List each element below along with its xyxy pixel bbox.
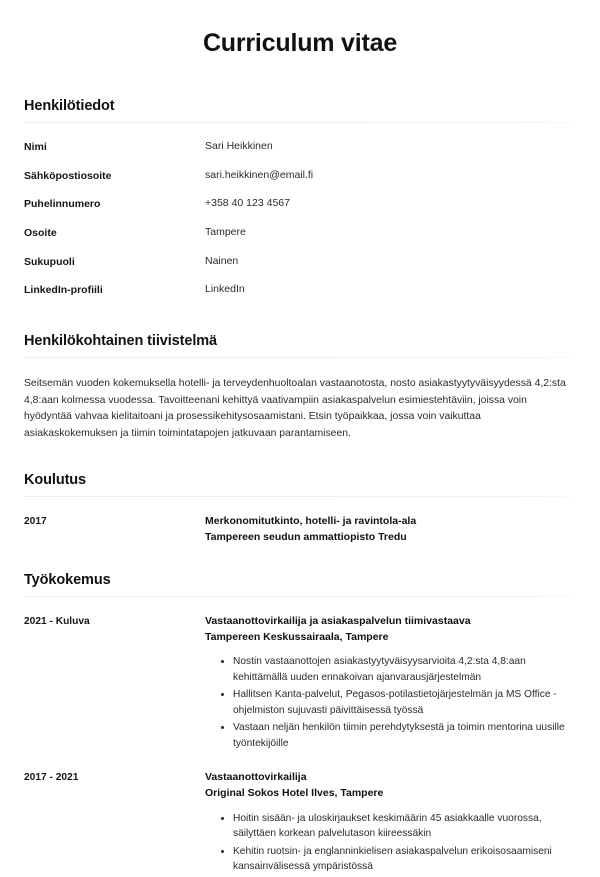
section-divider (24, 122, 576, 123)
entry-title: Merkonomitutkinto, hotelli- ja ravintola-ala (205, 515, 417, 528)
field-label: Puhelinnumero (24, 198, 101, 211)
page-title: Curriculum vitae (202, 29, 398, 57)
list-item (24, 168, 576, 183)
section-heading-experience: Työkokemus (24, 571, 111, 588)
section-divider (24, 357, 576, 358)
entry-organization: Tampereen seudun ammattiopisto Tredu (205, 531, 407, 544)
personal-details-list (24, 139, 576, 298)
list-item (24, 225, 576, 240)
entry-body (205, 770, 576, 877)
entry-organization: Original Sokos Hotel Ilves, Tampere (205, 787, 384, 800)
section-personal-details (24, 97, 576, 298)
field-value: Tampere (205, 226, 246, 239)
entry-bullet-list (205, 811, 576, 875)
entry-body (205, 614, 576, 754)
entry-title: Vastaanottovirkailija (205, 771, 307, 784)
list-item: Hallitsen Kanta-palvelut, Pegasos-potilastietojärjestelmän ja MS Office -ohjelmiston sujuvasti päivittäisessä työssä (221, 687, 573, 718)
entry-title: Vastaanottovirkailija ja asiakaspalvelun tiimivastaava (205, 614, 471, 627)
list-item (24, 196, 576, 211)
section-heading-summary: Henkilökohtainen tiivistelmä (24, 332, 217, 349)
education-entry (24, 514, 576, 546)
summary-paragraph: Seitsemän vuoden kokemuksella hotelli- ja terveydenhuoltoalan vastaanotosta, nosto asiakastyytyväisyydessä 4,2:sta 4,8:aan kolmessa vuodessa. Tavoitteenani kehittyä vaativampiin asiakaspalvelun esimiestehtäviin, joissa voin hyödyntää vahvaa kielitaitoani ja prosessikehitysosaamistani. Etsin työpaikkaa, jossa voin vaikuttaa asiakaskokemuksen ja tiimin toimintatapojen jatkuvaan parantamiseen. (24, 377, 566, 440)
list-item: Nostin vastaanottojen asiakastyytyväisyysarvioita 4,2:sta 4,8:aan kehittämällä uuden ennakoivan ajanvarausjärjestelmän (221, 654, 573, 685)
field-label: LinkedIn-profiili (24, 284, 103, 297)
list-item: Kehitin ruotsin- ja englanninkielisen asiakaspalvelun erikoisosaamiseni kansainvälisessä ympäristössä (221, 844, 573, 875)
list-item: Hoitin sisään- ja uloskirjaukset keskimäärin 45 asiakkaalle vuorossa, säilyttäen korkean palvelutason kiireessäkin (221, 811, 573, 842)
field-value: +358 40 123 4567 (205, 197, 290, 210)
section-heading-personal: Henkilötiedot (24, 98, 115, 114)
list-item (24, 254, 576, 269)
section-education (24, 471, 576, 546)
list-item (24, 139, 576, 154)
entry-date: 2021 - Kuluva (24, 615, 90, 627)
entry-organization: Tampereen Keskussairaala, Tampere (205, 630, 389, 643)
field-value: sari.heikkinen@email.fi (205, 168, 314, 181)
entry-bullet-list (205, 654, 576, 751)
experience-entry (24, 770, 576, 877)
list-item (24, 282, 576, 297)
entry-date: 2017 - 2021 (24, 772, 79, 784)
list-item: Vastaan neljän henkilön tiimin perehdytyksestä ja toimin mentorina uusille työntekijöille (221, 720, 573, 751)
section-divider (24, 496, 576, 497)
field-label: Osoite (24, 227, 57, 240)
field-value: Sari Heikkinen (205, 140, 273, 153)
entry-date: 2017 (24, 516, 47, 528)
section-work-experience (24, 571, 576, 877)
field-label: Nimi (24, 141, 47, 154)
section-divider (24, 596, 576, 597)
field-label: Sähköpostiosoite (24, 169, 112, 182)
section-heading-education: Koulutus (24, 472, 87, 489)
entry-body (205, 514, 576, 546)
field-label: Sukupuoli (24, 255, 75, 268)
section-personal-summary (24, 332, 576, 444)
linkedin-profile-value[interactable]: LinkedIn (205, 283, 245, 296)
experience-entry (24, 614, 576, 754)
field-value: Nainen (205, 254, 239, 267)
